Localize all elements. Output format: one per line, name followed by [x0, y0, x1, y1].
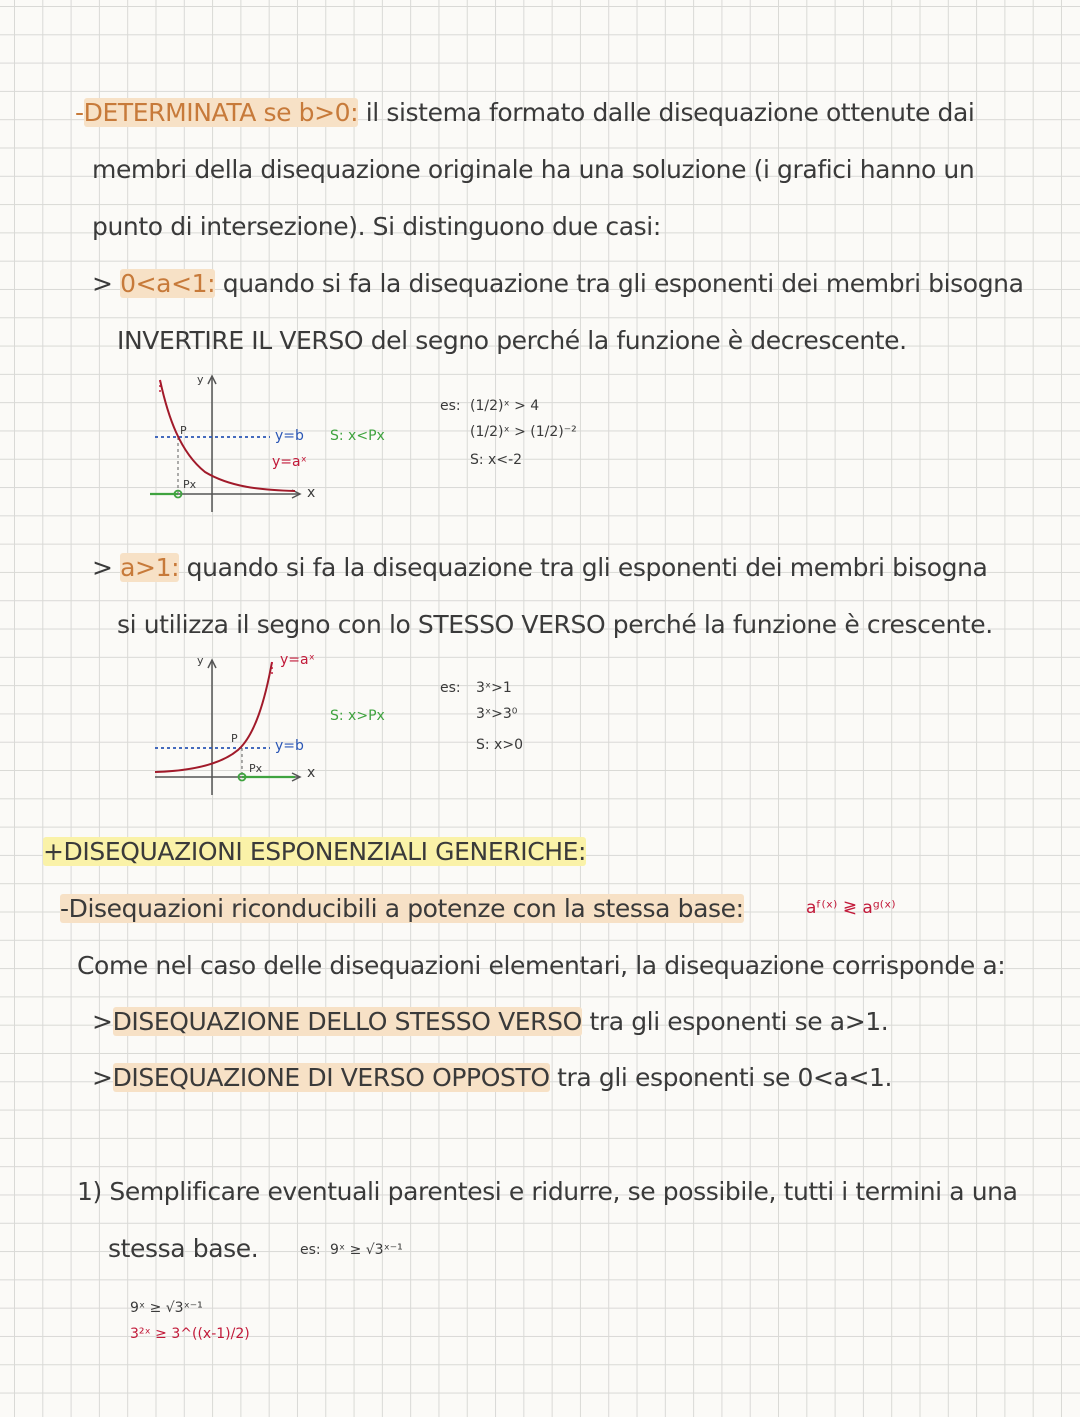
determinata-line-1 — [75, 98, 974, 127]
graph1-p-label: P — [180, 424, 187, 437]
step1-line-1: 1) Semplificare eventuali parentesi e ridurre, se possibile, tutti i termini a una — [77, 1177, 1018, 1206]
graph1-curve-label: y=aˣ — [272, 454, 307, 470]
determinata-term: DETERMINATA se b>0: — [83, 98, 359, 127]
generiche-formula: aᶠ⁽ˣ⁾ ≷ aᵍ⁽ˣ⁾ — [806, 898, 896, 918]
generiche-subtitle-text: -Disequazioni riconducibili a potenze con la stessa base: — [60, 894, 744, 923]
graph2-curve-label: y=aˣ — [280, 652, 315, 668]
case1-line-1 — [92, 269, 1024, 298]
example1-line-2: (1/2)ˣ > (1/2)⁻² — [470, 424, 577, 440]
graph2-px-label: Px — [249, 762, 263, 775]
graph2-line-label: y=b — [275, 738, 304, 754]
example2-solution: S: x>0 — [476, 737, 523, 753]
graph-decreasing — [150, 372, 330, 517]
case1-arrow: > — [92, 269, 121, 298]
determinata-dash: - — [75, 98, 84, 127]
graph1-x-label: x — [307, 485, 316, 501]
example1-line-1: (1/2)ˣ > 4 — [470, 398, 540, 414]
determinata-text: il sistema formato dalle disequazione ottenute dai — [358, 98, 975, 127]
graph2-x-label: x — [307, 765, 316, 781]
determinata-line-3: punto di intersezione). Si distinguono due casi: — [92, 212, 661, 241]
case1-text: quando si fa la disequazione tra gli esponenti dei membri bisogna — [215, 269, 1024, 298]
graph2-y-label: y — [197, 654, 204, 667]
example2-line-1: 3ˣ>1 — [476, 680, 512, 696]
case2-arrow: > — [92, 553, 121, 582]
step1-line-2: stessa base. — [108, 1234, 259, 1263]
case1-line-2 — [117, 326, 907, 355]
bullet-1-rest: tra gli esponenti se a>1. — [581, 1007, 889, 1036]
bullet-2-arrow: > — [92, 1063, 113, 1092]
graph1-solution: S: x<Px — [330, 428, 385, 444]
graph1-px-label: Px — [183, 478, 197, 491]
case2-text: quando si fa la disequazione tra gli esponenti dei membri bisogna — [179, 553, 988, 582]
generiche-bullet-1 — [92, 1007, 888, 1036]
graph1-y-label: y — [197, 373, 204, 386]
case2-condition: a>1: — [120, 553, 180, 582]
bullet-2-strong: DISEQUAZIONE DI VERSO OPPOSTO — [112, 1063, 550, 1092]
generiche-subtitle — [60, 894, 744, 923]
case2-line-2: si utilizza il segno con lo STESSO VERSO perché la funzione è crescente. — [117, 610, 993, 639]
case1-rest: del segno perché la funzione è decrescente. — [363, 326, 907, 355]
case2-line-1 — [92, 553, 987, 582]
curve-a-x — [155, 662, 272, 772]
graph2-p-label: P — [231, 732, 238, 745]
case1-condition: 0<a<1: — [120, 269, 216, 298]
step1-work-2: 3²ˣ ≥ 3^((x-1)/2) — [130, 1326, 250, 1342]
generiche-title-text: +DISEQUAZIONI ESPONENZIALI GENERICHE: — [43, 837, 587, 866]
generiche-title — [43, 837, 586, 866]
step1-work-1: 9ˣ ≥ √3ˣ⁻¹ — [130, 1300, 203, 1316]
step1-es: 9ˣ ≥ √3ˣ⁻¹ — [330, 1242, 403, 1258]
graph2-solution: S: x>Px — [330, 708, 385, 724]
generiche-bullet-2 — [92, 1063, 892, 1092]
graph1-line-label: y=b — [275, 428, 304, 444]
example2-line-2: 3ˣ>3⁰ — [476, 706, 518, 722]
step1-es-prefix: es: — [300, 1242, 321, 1258]
example1-prefix: es: — [440, 398, 461, 414]
determinata-line-2: membri della disequazione originale ha una soluzione (i grafici hanno un — [92, 155, 975, 184]
generiche-line-1: Come nel caso delle disequazioni elementari, la disequazione corrisponde a: — [77, 951, 1006, 980]
example2-prefix: es: — [440, 680, 461, 696]
graph-increasing — [150, 650, 330, 800]
bullet-1-arrow: > — [92, 1007, 113, 1036]
example1-solution: S: x<-2 — [470, 452, 523, 468]
bullet-2-rest: tra gli esponenti se 0<a<1. — [549, 1063, 893, 1092]
case1-strong: INVERTIRE IL VERSO — [117, 326, 364, 355]
bullet-1-strong: DISEQUAZIONE DELLO STESSO VERSO — [112, 1007, 582, 1036]
